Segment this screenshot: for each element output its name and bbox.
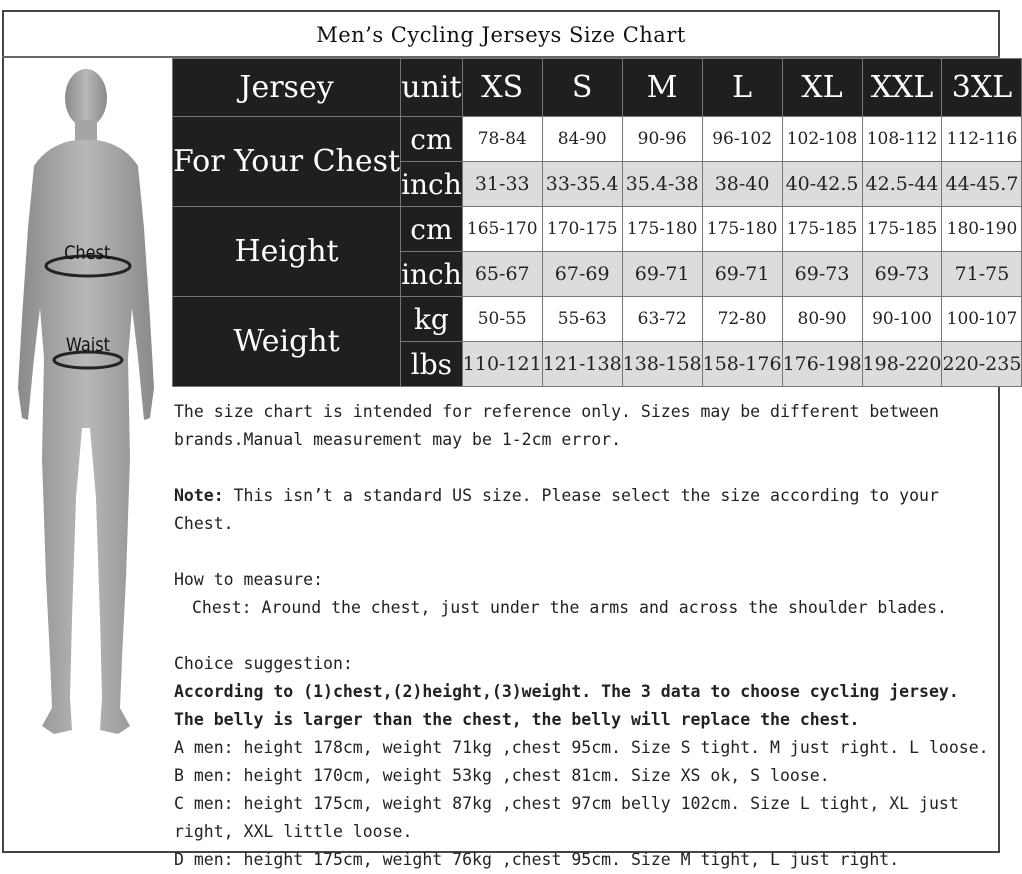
- disclaimer-text: The size chart is intended for reference only. Sizes may be different between brands.Manual measurement may be 1-2cm error.: [174, 402, 939, 449]
- value-cell: 65-67: [462, 252, 542, 297]
- value-cell: 176-198: [782, 342, 862, 387]
- value-cell: 69-71: [622, 252, 702, 297]
- value-cell: 44-45.7: [942, 162, 1022, 207]
- size-header: XL: [782, 59, 862, 117]
- value-cell: 69-73: [782, 252, 862, 297]
- mannequin-icon: [4, 58, 172, 851]
- value-cell: 38-40: [702, 162, 782, 207]
- value-cell: 90-100: [862, 297, 942, 342]
- size-header: 3XL: [942, 59, 1022, 117]
- value-cell: 158-176: [702, 342, 782, 387]
- value-cell: 170-175: [542, 207, 622, 252]
- chart-title: Men’s Cycling Jerseys Size Chart: [2, 12, 1000, 58]
- choice-rule-2: The belly is larger than the chest, the belly will replace the chest.: [174, 710, 860, 729]
- value-cell: 198-220: [862, 342, 942, 387]
- size-header: S: [542, 59, 622, 117]
- value-cell: 220-235: [942, 342, 1022, 387]
- row-group-label: Weight: [173, 297, 401, 387]
- example-c: C men: height 175cm, weight 87kg ,chest 97cm belly 102cm. Size L tight, XL just right, XXL little loose.: [174, 794, 959, 841]
- value-cell: 80-90: [782, 297, 862, 342]
- note-label: Note:: [174, 486, 224, 505]
- value-cell: 102-108: [782, 117, 862, 162]
- waist-label: Waist: [65, 334, 110, 356]
- value-cell: 90-96: [622, 117, 702, 162]
- value-cell: 63-72: [622, 297, 702, 342]
- size-header: XXL: [862, 59, 942, 117]
- value-cell: 175-185: [862, 207, 942, 252]
- unit-cell: inch: [401, 252, 463, 297]
- note-paragraph: [174, 482, 994, 538]
- example-a: A men: height 178cm, weight 71kg ,chest 95cm. Size S tight. M just right. L loose.: [174, 738, 989, 757]
- value-cell: 108-112: [862, 117, 942, 162]
- value-cell: 175-180: [702, 207, 782, 252]
- unit-cell: cm: [401, 117, 463, 162]
- value-cell: 165-170: [462, 207, 542, 252]
- row-group-label: For Your Chest: [173, 117, 401, 207]
- value-cell: 69-73: [862, 252, 942, 297]
- choice-suggestion-title: Choice suggestion:: [174, 654, 353, 673]
- value-cell: 71-75: [942, 252, 1022, 297]
- value-cell: 42.5-44: [862, 162, 942, 207]
- notes-section: [174, 398, 994, 874]
- example-b: B men: height 170cm, weight 53kg ,chest 81cm. Size XS ok, S loose.: [174, 766, 830, 785]
- size-header-row: [173, 59, 1022, 117]
- value-cell: 69-71: [702, 252, 782, 297]
- value-cell: 110-121: [462, 342, 542, 387]
- value-cell: 78-84: [462, 117, 542, 162]
- value-cell: 180-190: [942, 207, 1022, 252]
- value-cell: 175-180: [622, 207, 702, 252]
- size-header: M: [622, 59, 702, 117]
- value-cell: 175-185: [782, 207, 862, 252]
- value-cell: 121-138: [542, 342, 622, 387]
- size-header: L: [702, 59, 782, 117]
- value-cell: 55-63: [542, 297, 622, 342]
- unit-cell: lbs: [401, 342, 463, 387]
- value-cell: 40-42.5: [782, 162, 862, 207]
- value-cell: 138-158: [622, 342, 702, 387]
- how-to-measure-title: How to measure:: [174, 570, 324, 589]
- unit-header: unit: [401, 59, 463, 117]
- value-cell: 31-33: [462, 162, 542, 207]
- value-cell: 100-107: [942, 297, 1022, 342]
- size-table: [172, 58, 1022, 387]
- value-cell: 72-80: [702, 297, 782, 342]
- how-to-measure-chest: Chest: Around the chest, just under the arms and across the shoulder blades.: [192, 598, 947, 617]
- unit-cell: cm: [401, 207, 463, 252]
- choice-rule-1: According to (1)chest,(2)height,(3)weight. The 3 data to choose cycling jersey.: [174, 682, 959, 701]
- note-text: This isn’t a standard US size. Please select the size according to your Chest.: [174, 486, 939, 533]
- unit-cell: inch: [401, 162, 463, 207]
- value-cell: 50-55: [462, 297, 542, 342]
- row-group-label: Height: [173, 207, 401, 297]
- unit-cell: kg: [401, 297, 463, 342]
- table-row: [173, 297, 1022, 342]
- size-header: XS: [462, 59, 542, 117]
- example-d: D men: height 175cm, weight 76kg ,chest 95cm. Size M tight, L just right.: [174, 850, 900, 869]
- chest-label: Chest: [64, 242, 111, 264]
- value-cell: 35.4-38: [622, 162, 702, 207]
- value-cell: 96-102: [702, 117, 782, 162]
- table-row: [173, 207, 1022, 252]
- jersey-header: Jersey: [173, 59, 401, 117]
- value-cell: 67-69: [542, 252, 622, 297]
- table-row: [173, 117, 1022, 162]
- body-figure: [4, 58, 172, 851]
- value-cell: 112-116: [942, 117, 1022, 162]
- value-cell: 33-35.4: [542, 162, 622, 207]
- value-cell: 84-90: [542, 117, 622, 162]
